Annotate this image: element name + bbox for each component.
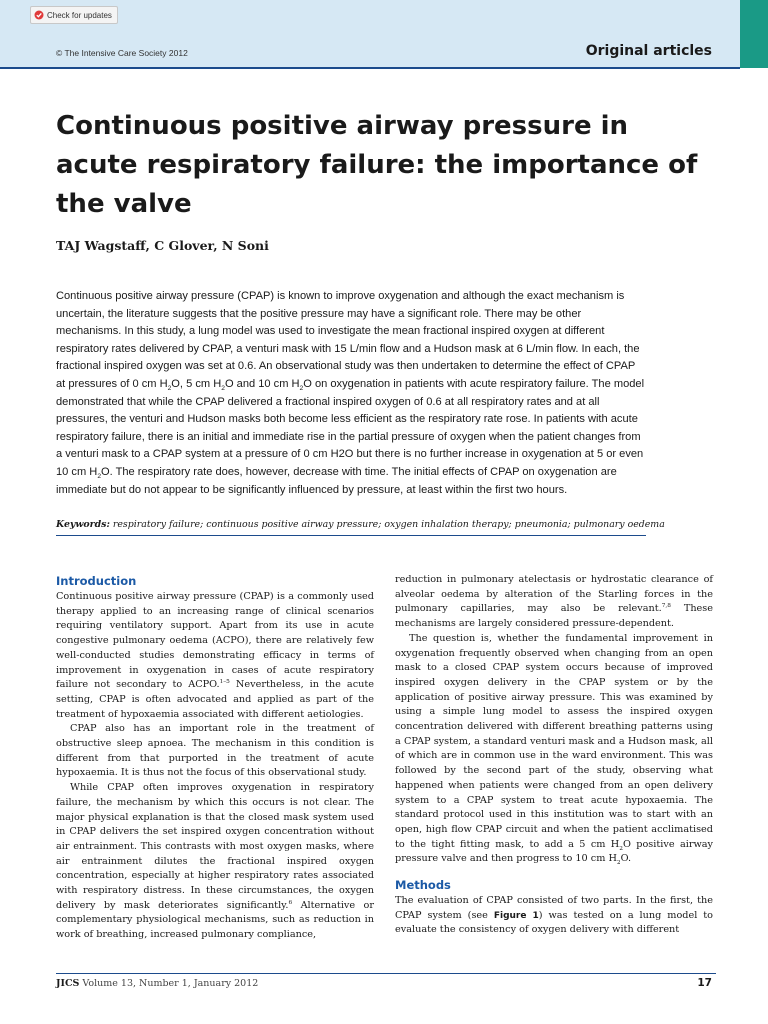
abstract-line: a venturi mask to a CPAP system at a pressure of 0 cm H2O but there is no further increase in oxygenation at 5 or even (56, 448, 644, 461)
section-gap (395, 867, 713, 877)
journal-citation (56, 978, 258, 989)
update-badge-label: Check for updates (47, 10, 112, 20)
abstract-line: 10 cm $H_2O$. The respiratory rate does, however, decrease with time. The initial effects of CPAP on oxygenation are (56, 465, 617, 481)
check-for-updates-button[interactable] (30, 6, 118, 24)
header-divider (0, 67, 740, 69)
introduction-heading: Introduction (56, 574, 137, 588)
abstract-line: fractional inspired oxygen was set at 0.6. An observational study was then undertaken to determine the effect of CPAP (56, 360, 636, 373)
abstract-line: uncertain, the literature suggests that the positive pressure may have a significant role. There may be other (56, 307, 582, 320)
footer-divider (56, 973, 716, 974)
page-number: 17 (697, 977, 712, 989)
abstract-line: Continuous positive airway pressure (CPAP) is known to improve oxygenation and although the exact mechanism is (56, 290, 625, 302)
paragraph: CPAP also has an important role in the treatment of obstructive sleep apnoea. The mechanism in this condition is different from that purported in the treatment of acute hypoxaemia. It is thus not the focus of this observational study. (56, 723, 374, 779)
abstract-line: immediate but do not appear to be significantly influenced by pressure, at least within the first two hours. (56, 483, 568, 496)
journal-issue: Volume 13, Number 1, January 2012 (79, 978, 259, 989)
abstract-line: at pressures of 0 cm $H_2O$, 5 cm $H_2O$ and 10 cm $H_2O$ on oxygenation in patients with acute respiratory failure. The model (56, 377, 645, 393)
paragraph: Continuous positive airway pressure (CPAP) is a commonly used therapy applied to an increasing range of clinical scenarios requiring ventilatory support. Apart from its use in acute congestive pulmonary oedema (ACPO), there are relatively few well-conducted studies demonstrating efficacy in terms of improvement in oxygenation in cases of acute respiratory failure not secondary to ACPO.$^{1-5}$ Nevertheless, in the acute setting, CPAP is often advocated and applied as part of the treatment of hypoxaemia associated with different aetiologies. (56, 591, 374, 720)
abstract-line: respiratory rates delivered by CPAP, a venturi mask with 15 L/min flow and a Hudson mask at 6 L/min flow. In each, the (56, 342, 640, 355)
copyright-notice: © The Intensive Care Society 2012 (56, 48, 188, 58)
abstract (56, 288, 712, 499)
paragraph: The evaluation of CPAP consisted of two parts. In the first, the CPAP system (see Figure 1) was tested on a lung model to evaluate the consistency of oxygen delivery with different (395, 895, 713, 936)
methods-heading: Methods (395, 878, 451, 893)
left-column (56, 573, 374, 943)
abstract-line: demonstrated that while the CPAP delivered a fractional inspired oxygen of 0.6 at all respiratory rates and at all (56, 395, 600, 408)
keywords (56, 519, 665, 530)
figure-1-link[interactable]: Figure 1 (493, 910, 539, 921)
keywords-text: respiratory failure; continuous positive airway pressure; oxygen inhalation therapy; pneumonia; pulmonary oedema (109, 519, 665, 530)
paragraph: reduction in pulmonary atelectasis or hydrostatic clearance of alveolar oedema by alteration of the Starling forces in the pulmonary capillaries, may also be relevant.$^{7,8}$ These mechanisms are largely considered pressure-dependent. (395, 574, 713, 630)
abstract-line: mechanisms. In this study, a lung model was used to investigate the mean fractional inspired oxygen at different (56, 325, 605, 338)
journal-color-tab (740, 0, 768, 68)
journal-abbrev: JICS (56, 978, 80, 989)
update-badge-icon (34, 10, 44, 20)
paragraph: While CPAP often improves oxygenation in respiratory failure, the mechanism by which this occurs is not clear. The major physical explanation is that the closed mask system used in CPAP delivers the set inspired oxygen concentration without air entrainment. This contrasts with most oxygen masks, where air entrainment dilutes the fractional inspired oxygen concentration, especially at higher respiratory rates associated with respiratory distress. In these circumstances, the oxygen delivery by mask deteriorates significantly.$^6$ Alternative or complementary physiological mechanisms, such as reduction in work of breathing, increased pulmonary compliance, (56, 782, 374, 941)
paragraph: The question is, whether the fundamental improvement in oxygenation frequently observed when changing from an open mask to a closed CPAP system occurs because of improved inspired oxygen delivery in the CPAP system or by the application of positive airway pressure. This was examined by using a simple lung model to assess the inspired oxygen concentration delivered with different breathing patterns using a CPAP system, a standard venturi mask and a Hudson mask, all of which are in common use in the ward environment. This was followed by the second part of the study, observing what happened when patients were changed from an open delivery system to a CPAP system to treat acute hypoxaemia. The standard protocol used in this institution was to start with an open, high flow CPAP circuit and when the patient acclimatised to the tight fitting mask, to add a 5 cm $H_2O$ positive airway pressure valve and then progress to 10 cm $H_2O$. (395, 632, 713, 867)
author-list: TAJ Wagstaff, C Glover, N Soni (56, 238, 269, 253)
abstract-line: respiratory failure, there is an initial and immediate rise in the partial pressure of oxygen when the patient changes from (56, 430, 641, 443)
abstract-line: pressures, the venturi and Hudson masks both become less efficient as the respiratory rate rose. In patients with acute (56, 413, 638, 426)
keywords-label: Keywords: (56, 519, 110, 530)
keywords-divider (56, 535, 646, 536)
right-column (395, 573, 713, 938)
section-label: Original articles (585, 43, 712, 59)
article-title: Continuous positive airway pressure in acute respiratory failure: the importance of the valve (56, 111, 698, 219)
